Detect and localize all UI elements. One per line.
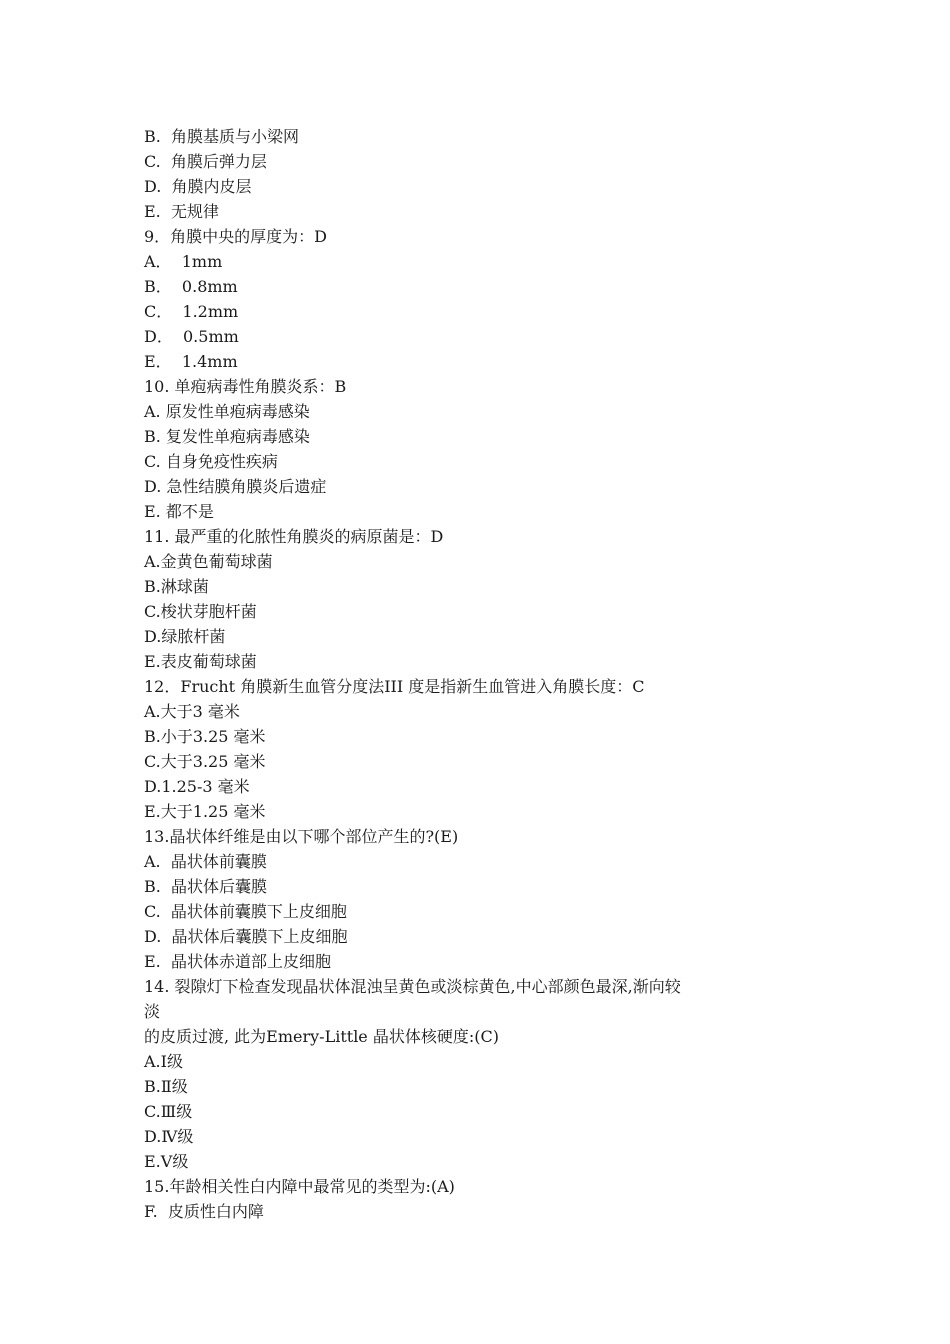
option-line: D.1.25-3 毫米 [144,777,250,796]
question-line: 9．角膜中央的厚度为：D [144,227,328,246]
option-line: E. 晶状体赤道部上皮细胞 [144,952,331,971]
option-line: C. 晶状体前囊膜下上皮细胞 [144,902,347,921]
option-line: B.小于3.25 毫米 [144,727,266,746]
option-line: A.大于3 毫米 [144,702,240,721]
option-line: D. 晶状体后囊膜下上皮细胞 [144,927,348,946]
option-line: D. 急性结膜角膜炎后遗症 [144,477,327,496]
question-line: 13.晶状体纤维是由以下哪个部位产生的?(E) [144,827,459,846]
option-line: A. 原发性单疱病毒感染 [144,402,310,421]
option-line: D.Ⅳ级 [144,1127,194,1146]
question-line: 12．Frucht 角膜新生血管分度法III 度是指新生血管进入角膜长度：C [144,677,645,696]
option-line: D． 0.5mm [144,327,239,346]
option-line: A． 1mm [144,252,223,271]
option-line: B. 复发性单疱病毒感染 [144,427,310,446]
document-body [144,124,804,1224]
option-line: E.表皮葡萄球菌 [144,652,257,671]
question-line: 14. 裂隙灯下检查发现晶状体混浊呈黄色或淡棕黄色,中心部颜色最深,渐向较 [144,977,681,996]
option-line: E． 1.4mm [144,352,238,371]
option-line: C. 角膜后弹力层 [144,152,267,171]
option-line: B． 0.8mm [144,277,238,296]
question-line-continued: 淡 [144,1002,161,1021]
option-line: C.Ⅲ级 [144,1102,193,1121]
option-line: B. 晶状体后囊膜 [144,877,268,896]
option-line: B.Ⅱ级 [144,1077,188,1096]
question-line-continued: 的皮质过渡, 此为Emery-Little 晶状体核硬度:(C) [144,1027,499,1046]
option-line: E. 无规律 [144,202,219,221]
option-line: A.金黄色葡萄球菌 [144,552,273,571]
option-line: D.绿脓杆菌 [144,627,226,646]
option-line: B. 角膜基质与小梁网 [144,127,300,146]
option-line: C.梭状芽胞杆菌 [144,602,257,621]
option-line: D. 角膜内皮层 [144,177,252,196]
option-line: A. 晶状体前囊膜 [144,852,267,871]
option-line: A.Ⅰ级 [144,1052,183,1071]
option-line: B.淋球菌 [144,577,209,596]
question-line: 11. 最严重的化脓性角膜炎的病原菌是：D [144,527,444,546]
option-line: C． 1.2mm [144,302,239,321]
option-line: F. 皮质性白内障 [144,1202,264,1221]
option-line: E.Ⅴ级 [144,1152,189,1171]
option-line: E.大于1.25 毫米 [144,802,266,821]
option-line: C.大于3.25 毫米 [144,752,266,771]
question-line: 10. 单疱病毒性角膜炎系：B [144,377,347,396]
question-line: 15.年龄相关性白内障中最常见的类型为:(A) [144,1177,455,1196]
option-line: C. 自身免疫性疾病 [144,452,278,471]
option-line: E. 都不是 [144,502,214,521]
